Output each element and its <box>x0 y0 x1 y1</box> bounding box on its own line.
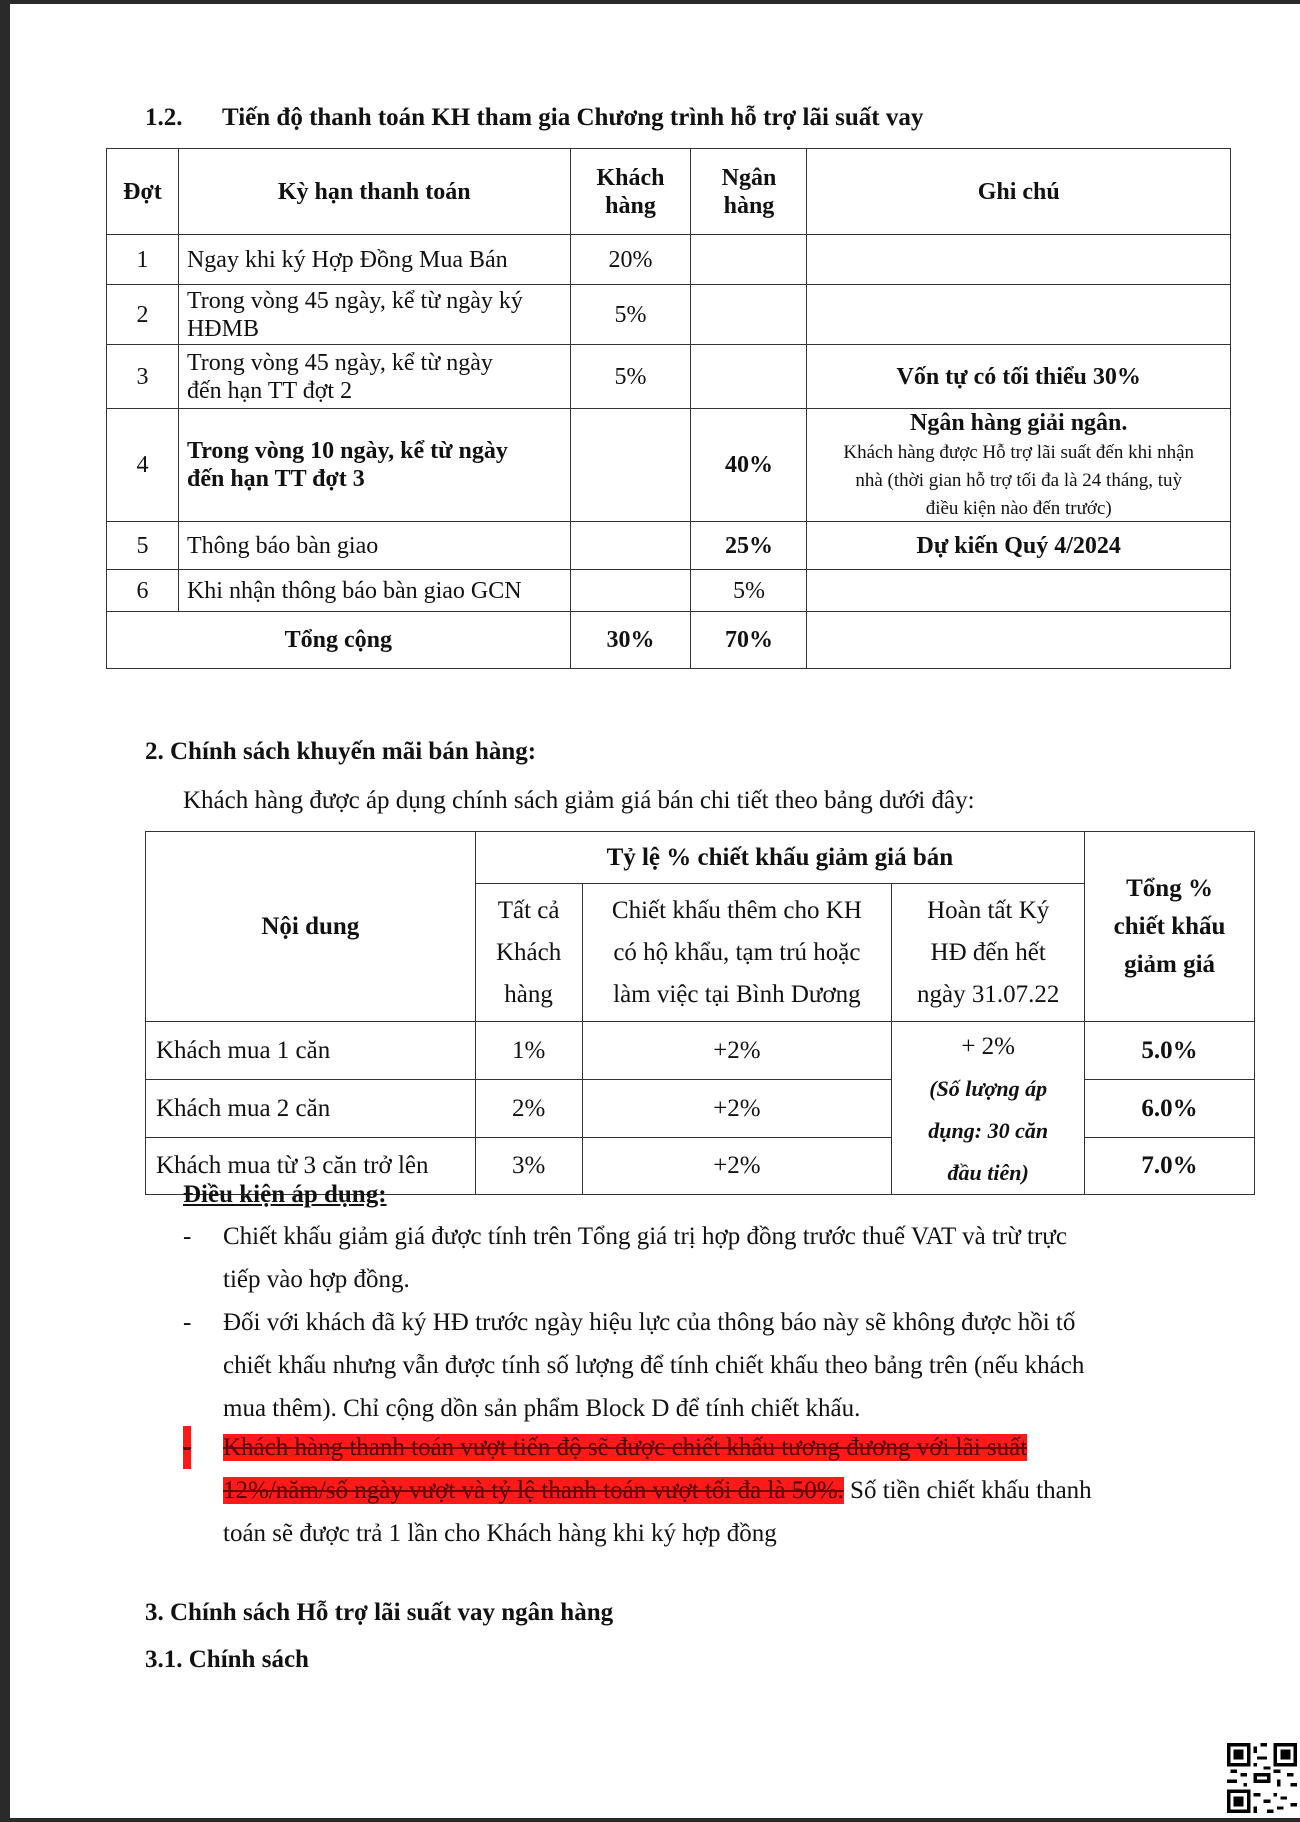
row-tong: 5.0% <box>1085 1022 1255 1080</box>
header-ghi-chu: Ghi chú <box>807 149 1231 235</box>
row-them: +2% <box>582 1138 892 1195</box>
condition-text: Khách hàng thanh toán vượt tiến độ sẽ được chiết khấu tương đương với lãi suất 12%/năm/số ngày vượt và tỷ lệ thanh toán vượt tối đa là 50%. Số tiền chiết khấu thanh toán sẽ được trả 1 lần cho Khách hàng khi ký hợp đồng <box>223 1434 1092 1547</box>
frame-border-bottom <box>0 1818 1300 1822</box>
row-ghi-chu <box>807 570 1231 612</box>
row-khach-hang <box>570 522 691 570</box>
frame-border-left <box>0 0 10 1822</box>
row-noi-dung: Khách mua từ 3 căn trở lên <box>146 1138 476 1195</box>
bullet-dash: - <box>183 1426 191 1469</box>
row-ghi-chu: Ngân hàng giải ngân. Khách hàng được Hỗ trợ lãi suất đến khi nhận nhà (thời gian hỗ trợ tối đa là 24 tháng, tuỳ điều kiện nào đến trước) <box>807 409 1231 522</box>
row-khach-hang: 20% <box>570 235 691 285</box>
row-tat-ca: 1% <box>475 1022 582 1080</box>
condition-item-1 <box>183 1215 1223 1301</box>
row-khach-hang: 5% <box>570 285 691 345</box>
row-khach-hang <box>570 570 691 612</box>
header-tat-ca: Tất cả Khách hàng <box>475 884 582 1022</box>
table-header-row <box>107 149 1231 235</box>
table-row <box>107 285 1231 345</box>
table-row <box>107 409 1231 522</box>
row-noi-dung: Khách mua 2 căn <box>146 1080 476 1138</box>
total-ngan-hang: 70% <box>691 612 807 669</box>
row-dot: 5 <box>107 522 179 570</box>
highlighted-text: Khách hàng thanh toán vượt tiến độ sẽ được chiết khấu tương đương với lãi suất <box>223 1434 1028 1461</box>
row-dot: 1 <box>107 235 179 285</box>
row-dot: 3 <box>107 345 179 409</box>
header-dot: Đợt <box>107 149 179 235</box>
row-dot: 2 <box>107 285 179 345</box>
table-row <box>107 570 1231 612</box>
row-hoan-tat: + 2% (Số lượng áp dụng: 30 căn đầu tiên) <box>892 1022 1085 1195</box>
header-khach-hang: Khách hàng <box>570 149 691 235</box>
row-ky-han: Trong vòng 45 ngày, kể từ ngày đến hạn TT đợt 2 <box>178 345 570 409</box>
header-ngan-hang: Ngân hàng <box>691 149 807 235</box>
section-3-title: 3. Chính sách Hỗ trợ lãi suất vay ngân hàng <box>145 1599 614 1626</box>
row-dot: 6 <box>107 570 179 612</box>
total-ghi-chu <box>807 612 1231 669</box>
highlighted-text: 12%/năm/số ngày vượt và tỷ lệ thanh toán vượt tối đa là 50%. <box>223 1477 844 1504</box>
row-dot: 4 <box>107 409 179 522</box>
row-ky-han: Khi nhận thông báo bàn giao GCN <box>178 570 570 612</box>
row-khach-hang <box>570 409 691 522</box>
table-total-row <box>107 612 1231 669</box>
table-header-row <box>146 832 1255 884</box>
section-1-2-number: 1.2. <box>145 104 183 131</box>
section-1-2-title: Tiến độ thanh toán KH tham gia Chương trình hỗ trợ lãi suất vay <box>222 104 924 131</box>
row-ghi-chu: Vốn tự có tối thiểu 30% <box>807 345 1231 409</box>
row-ngan-hang: 5% <box>691 570 807 612</box>
header-chiet-khau-them: Chiết khấu thêm cho KH có hộ khẩu, tạm trú hoặc làm việc tại Bình Dương <box>582 884 892 1022</box>
row-ky-han: Ngay khi ký Hợp Đồng Mua Bán <box>178 235 570 285</box>
row-tong: 7.0% <box>1085 1138 1255 1195</box>
row-tat-ca: 2% <box>475 1080 582 1138</box>
total-label: Tổng cộng <box>107 612 571 669</box>
header-ky-han: Kỳ hạn thanh toán <box>178 149 570 235</box>
header-noi-dung: Nội dung <box>146 832 476 1022</box>
header-hoan-tat: Hoàn tất Ký HĐ đến hết ngày 31.07.22 <box>892 884 1085 1022</box>
row-them: +2% <box>582 1080 892 1138</box>
bullet-dash: - <box>183 1309 192 1336</box>
row-ngan-hang <box>691 235 807 285</box>
row-ky-han: Trong vòng 45 ngày, kể từ ngày ký HĐMB <box>178 285 570 345</box>
section-3-1-title: 3.1. Chính sách <box>145 1646 309 1673</box>
header-tong: Tổng % chiết khấu giảm giá <box>1085 832 1255 1022</box>
section-2-intro: Khách hàng được áp dụng chính sách giảm giá bán chi tiết theo bảng dưới đây: <box>183 787 975 814</box>
row-noi-dung: Khách mua 1 căn <box>146 1022 476 1080</box>
frame-border-top <box>0 0 1300 4</box>
total-khach-hang: 30% <box>570 612 691 669</box>
row-ngan-hang <box>691 285 807 345</box>
bullet-dash: - <box>183 1223 192 1250</box>
row-tat-ca: 3% <box>475 1138 582 1195</box>
qr-code-icon <box>1227 1743 1297 1813</box>
row-ky-han: Thông báo bàn giao <box>178 522 570 570</box>
row-ghi-chu <box>807 285 1231 345</box>
table-row <box>107 345 1231 409</box>
discount-table <box>145 831 1255 1195</box>
row-ngan-hang: 40% <box>691 409 807 522</box>
table-row <box>146 1022 1255 1080</box>
table-row <box>107 522 1231 570</box>
row-khach-hang: 5% <box>570 345 691 409</box>
row-ky-han: Trong vòng 10 ngày, kể từ ngày đến hạn TT đợt 3 <box>178 409 570 522</box>
row-ghi-chu: Dự kiến Quý 4/2024 <box>807 522 1231 570</box>
row-ngan-hang <box>691 345 807 409</box>
row-them: +2% <box>582 1022 892 1080</box>
payment-schedule-table <box>106 148 1231 669</box>
table-row <box>146 1080 1255 1138</box>
header-group-discount: Tỷ lệ % chiết khấu giảm giá bán <box>475 832 1084 884</box>
section-2-title: 2. Chính sách khuyến mãi bán hàng: <box>145 738 537 765</box>
row-ghi-chu <box>807 235 1231 285</box>
condition-text: Đối với khách đã ký HĐ trước ngày hiệu lực của thông báo này sẽ không được hồi tố chiết khấu nhưng vẫn được tính số lượng để tính chiết khấu theo bảng trên (nếu khách mua thêm). Chỉ cộng dồn sản phẩm Block D để tính chiết khấu. <box>223 1309 1085 1422</box>
conditions-title: Điều kiện áp dụng: <box>183 1181 387 1208</box>
condition-item-2 <box>183 1301 1223 1431</box>
row-ngan-hang: 25% <box>691 522 807 570</box>
row-tong: 6.0% <box>1085 1080 1255 1138</box>
condition-text: Chiết khấu giảm giá được tính trên Tổng giá trị hợp đồng trước thuế VAT và trừ trực tiếp vào hợp đồng. <box>223 1223 1067 1293</box>
table-row <box>107 235 1231 285</box>
condition-item-3 <box>183 1426 1223 1556</box>
